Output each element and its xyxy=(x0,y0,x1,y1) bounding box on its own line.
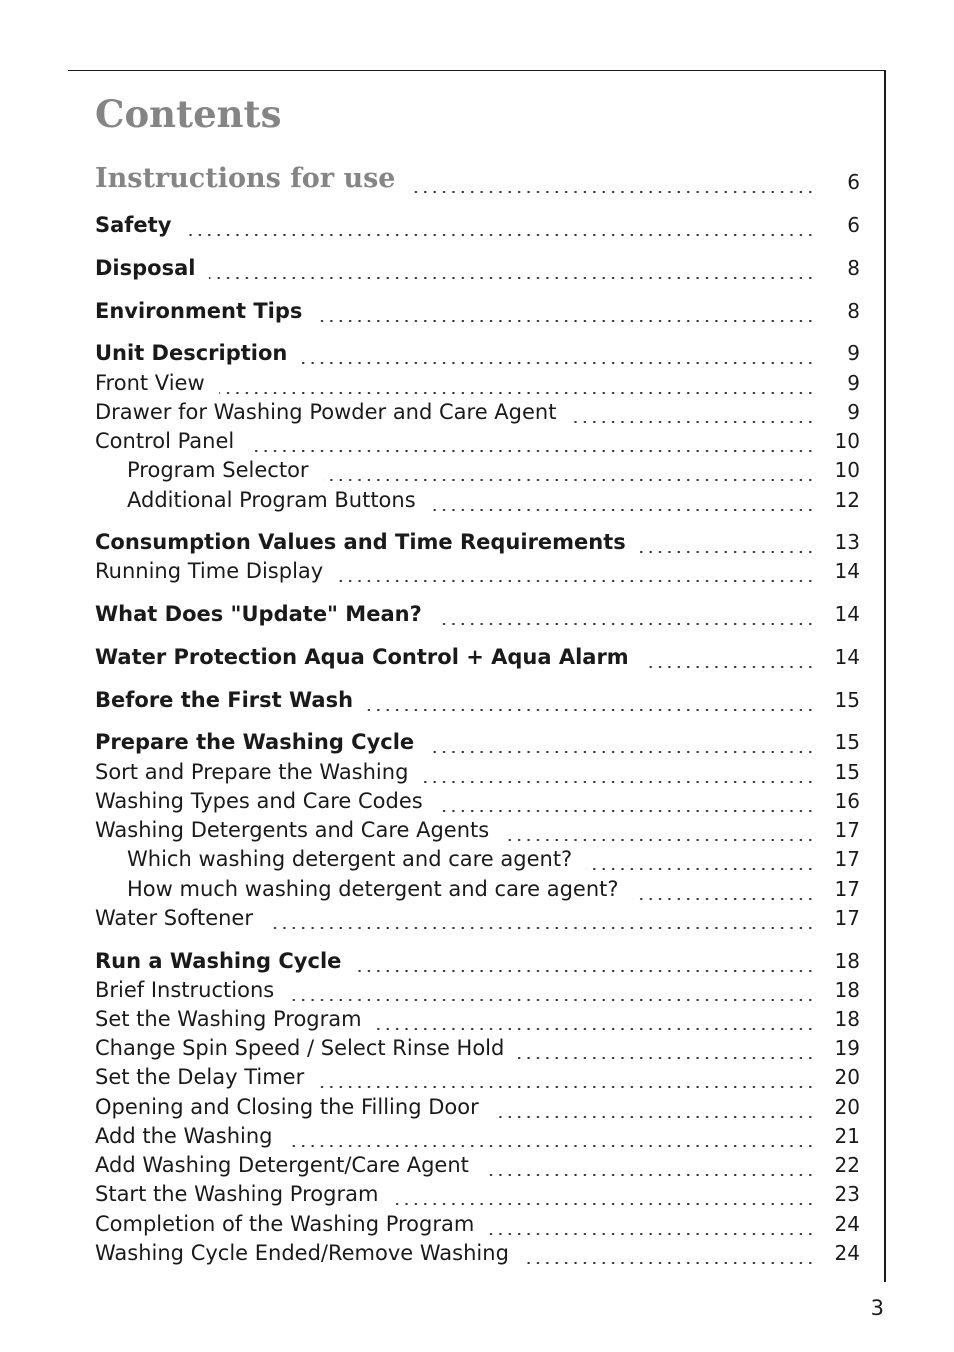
toc-entry-page: 15 xyxy=(834,730,860,754)
dot-leader xyxy=(409,191,815,193)
dot-leader xyxy=(185,234,815,236)
toc-entry xyxy=(95,685,860,715)
toc-entry-title: Which washing detergent and care agent? xyxy=(127,847,573,871)
dot-leader xyxy=(288,999,815,1001)
toc-entry xyxy=(95,903,860,933)
toc-entry-title: Consumption Values and Time Requirements xyxy=(95,530,626,554)
toc-entry-page: 9 xyxy=(847,400,860,424)
toc-entry-title: Washing Detergents and Care Agents xyxy=(95,818,490,842)
dot-leader xyxy=(633,898,815,900)
toc-entry-page: 18 xyxy=(834,949,860,973)
dot-leader xyxy=(428,751,815,753)
toc-entry-page: 12 xyxy=(834,488,860,512)
toc-entry-page: 16 xyxy=(834,789,860,813)
toc-entry-page: 14 xyxy=(834,602,860,626)
toc-entry xyxy=(95,642,860,672)
toc-entry-page: 15 xyxy=(834,760,860,784)
dot-leader xyxy=(518,1057,815,1059)
toc-entry xyxy=(95,210,860,240)
dot-leader xyxy=(640,551,815,553)
toc-entry-page: 14 xyxy=(834,559,860,583)
toc-entry-page: 22 xyxy=(834,1153,860,1177)
toc-entry-title: Program Selector xyxy=(127,458,309,482)
dot-leader xyxy=(523,1262,815,1264)
toc-entry-title: How much washing detergent and care agent? xyxy=(127,877,619,901)
toc-entry xyxy=(95,975,860,1005)
toc-entry xyxy=(95,527,860,557)
dot-leader xyxy=(586,868,815,870)
toc-entry xyxy=(95,1238,860,1268)
toc-entry-title: Before the First Wash xyxy=(95,688,354,712)
toc-entry xyxy=(95,397,860,427)
dot-leader xyxy=(437,810,815,812)
dot-leader xyxy=(209,277,815,279)
toc-entry-page: 24 xyxy=(834,1241,860,1265)
toc-entry-title: Washing Cycle Ended/Remove Washing xyxy=(95,1241,509,1265)
toc-entry xyxy=(95,874,860,904)
toc-entry xyxy=(95,599,860,629)
toc-entry-page: 24 xyxy=(834,1212,860,1236)
dot-leader xyxy=(483,1174,815,1176)
toc-entry xyxy=(95,1209,860,1239)
dot-leader xyxy=(503,839,815,841)
dot-leader xyxy=(301,362,815,364)
dot-leader xyxy=(219,392,815,394)
dot-leader xyxy=(570,421,815,423)
toc-entry-title: Instructions for use xyxy=(95,163,396,194)
toc-entry xyxy=(95,786,860,816)
toc-entry xyxy=(95,727,860,757)
toc-entry-title: Washing Types and Care Codes xyxy=(95,789,423,813)
dot-leader xyxy=(376,1028,815,1030)
toc-entry-page: 9 xyxy=(847,371,860,395)
toc-entry-title: Brief Instructions xyxy=(95,978,275,1002)
dot-leader xyxy=(488,1233,815,1235)
dot-leader xyxy=(318,1086,815,1088)
toc-entry-page: 17 xyxy=(834,818,860,842)
toc-entry-page: 9 xyxy=(847,341,860,365)
toc-entry xyxy=(95,1004,860,1034)
right-rule xyxy=(884,70,886,1282)
page-number: 3 xyxy=(870,1296,884,1320)
toc-entry-page: 8 xyxy=(847,256,860,280)
toc-entry-page: 10 xyxy=(834,429,860,453)
toc-entry xyxy=(95,1092,860,1122)
toc-entry-page: 6 xyxy=(847,213,860,237)
toc-entry-page: 17 xyxy=(834,877,860,901)
dot-leader xyxy=(422,781,815,783)
toc-entry-page: 14 xyxy=(834,645,860,669)
toc-entry-page: 17 xyxy=(834,906,860,930)
dot-leader xyxy=(355,970,815,972)
toc-entry-title: Environment Tips xyxy=(95,299,303,323)
toc-entry xyxy=(95,426,860,456)
toc-entry-page: 20 xyxy=(834,1065,860,1089)
toc-entry-title: Safety xyxy=(95,213,172,237)
toc-entry-title: Additional Program Buttons xyxy=(127,488,416,512)
toc-entry xyxy=(95,338,860,368)
toc-entry-title: Prepare the Washing Cycle xyxy=(95,730,415,754)
toc-entry xyxy=(95,1062,860,1092)
toc-entry-title: Control Panel xyxy=(95,429,235,453)
dot-leader xyxy=(367,709,815,711)
toc-entry-title: Set the Washing Program xyxy=(95,1007,362,1031)
toc-entry xyxy=(95,815,860,845)
toc-entry xyxy=(95,757,860,787)
toc-entry xyxy=(95,368,860,398)
toc-entry-page: 13 xyxy=(834,530,860,554)
toc-entry-title: Add the Washing xyxy=(95,1124,273,1148)
dot-leader xyxy=(323,479,815,481)
toc-entry-page: 19 xyxy=(834,1036,860,1060)
toc-entry-page: 15 xyxy=(834,688,860,712)
toc-entry-page: 8 xyxy=(847,299,860,323)
toc-entry-page: 23 xyxy=(834,1182,860,1206)
dot-leader xyxy=(316,320,815,322)
toc-entry-title: Water Protection Aqua Control + Aqua Alarm xyxy=(95,645,629,669)
toc-entry xyxy=(95,163,860,197)
page-title: Contents xyxy=(95,92,282,136)
toc-entry-page: 21 xyxy=(834,1124,860,1148)
toc-entry xyxy=(95,1033,860,1063)
toc-entry xyxy=(95,1121,860,1151)
dot-leader xyxy=(287,1145,815,1147)
dot-leader xyxy=(248,450,815,452)
toc-entry-title: Front View xyxy=(95,371,205,395)
dot-leader xyxy=(430,509,815,511)
toc-entry-title: Change Spin Speed / Select Rinse Hold xyxy=(95,1036,505,1060)
dot-leader xyxy=(267,927,815,929)
toc-entry-page: 6 xyxy=(847,170,860,194)
toc-entry-page: 17 xyxy=(834,847,860,871)
toc-entry xyxy=(95,455,860,485)
toc-entry-page: 10 xyxy=(834,458,860,482)
toc-entry xyxy=(95,844,860,874)
toc-entry-page: 20 xyxy=(834,1095,860,1119)
dot-leader xyxy=(337,580,815,582)
toc-entry xyxy=(95,946,860,976)
top-rule xyxy=(68,70,886,71)
dot-leader xyxy=(392,1203,815,1205)
toc-entry-title: Start the Washing Program xyxy=(95,1182,379,1206)
toc-entry-title: Run a Washing Cycle xyxy=(95,949,342,973)
toc-entry xyxy=(95,1179,860,1209)
toc-entry xyxy=(95,253,860,283)
toc-entry-page: 18 xyxy=(834,978,860,1002)
toc-entry-title: Opening and Closing the Filling Door xyxy=(95,1095,479,1119)
dot-leader xyxy=(493,1116,815,1118)
toc-entry xyxy=(95,296,860,326)
toc-entry-title: Add Washing Detergent/Care Agent xyxy=(95,1153,469,1177)
toc-entry xyxy=(95,556,860,586)
dot-leader xyxy=(436,623,815,625)
toc-entry-page: 18 xyxy=(834,1007,860,1031)
toc-entry-title: Unit Description xyxy=(95,341,288,365)
toc-entry-title: Completion of the Washing Program xyxy=(95,1212,475,1236)
dot-leader xyxy=(643,666,815,668)
toc-entry xyxy=(95,485,860,515)
toc-entry-title: Sort and Prepare the Washing xyxy=(95,760,409,784)
toc-entry xyxy=(95,1150,860,1180)
toc-entry-title: Water Softener xyxy=(95,906,253,930)
toc-entry-title: Running Time Display xyxy=(95,559,324,583)
toc-entry-title: Disposal xyxy=(95,256,196,280)
toc-entry-title: Drawer for Washing Powder and Care Agent xyxy=(95,400,557,424)
toc-entry-title: Set the Delay Timer xyxy=(95,1065,305,1089)
toc-entry-title: What Does "Update" Mean? xyxy=(95,602,422,626)
